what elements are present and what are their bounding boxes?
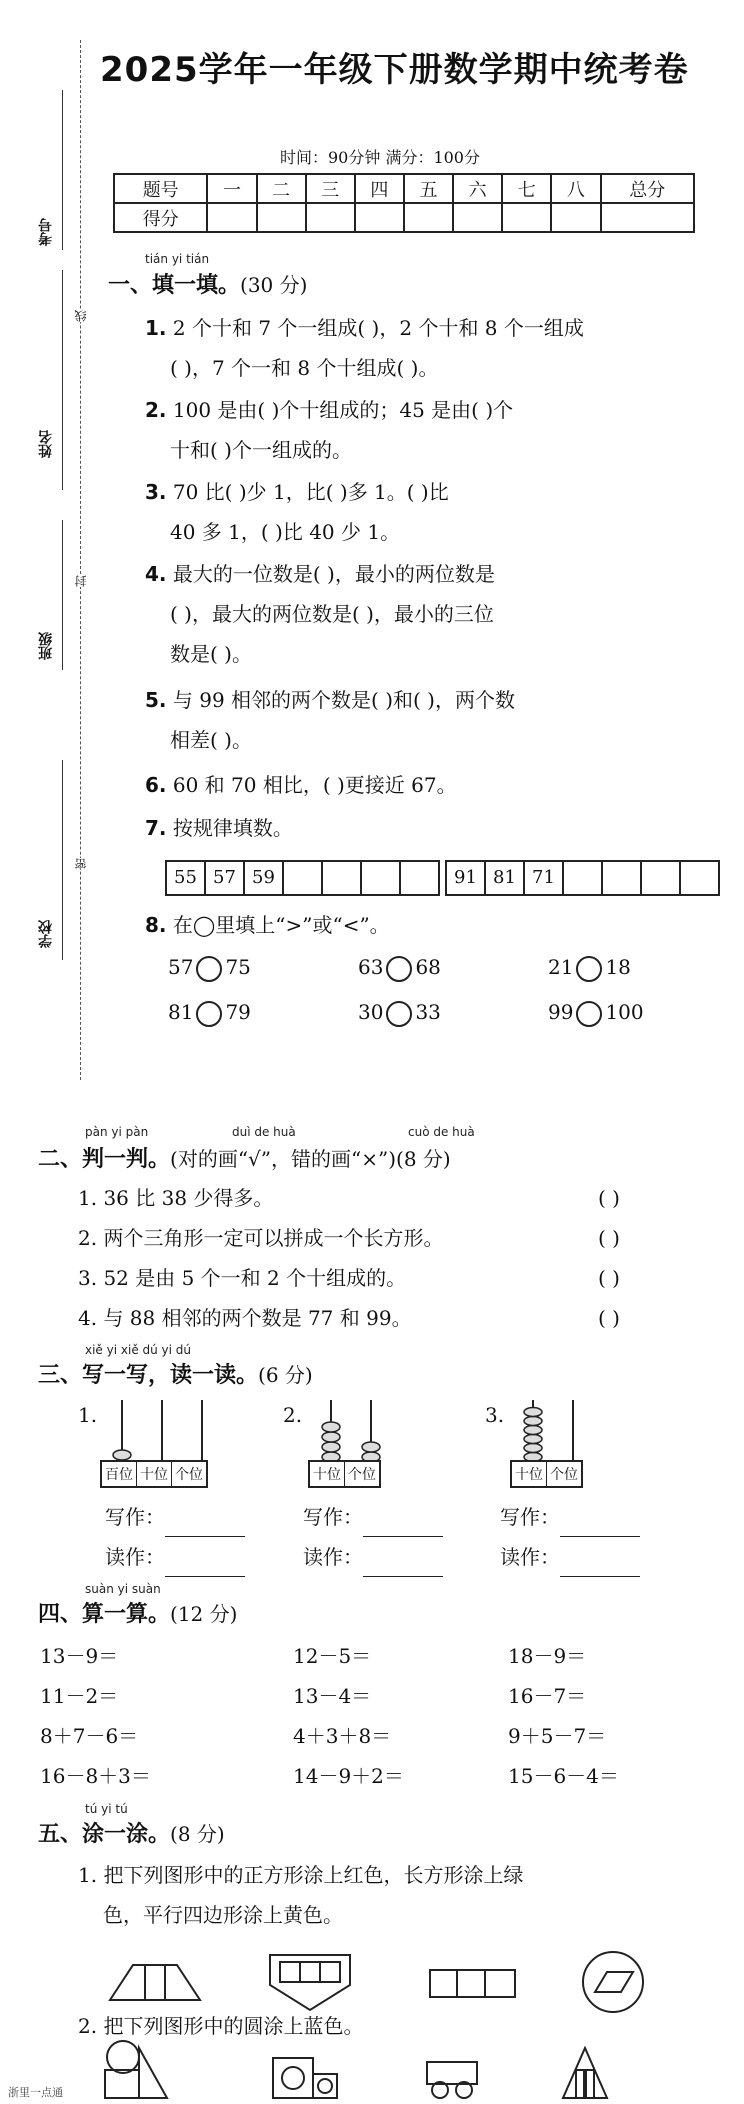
pinyin: tián yi tián — [145, 252, 210, 266]
read-line — [105, 1537, 245, 1577]
seal-mark: 封 — [74, 575, 88, 587]
cmp-left: 99 — [548, 1000, 574, 1024]
squares-circles-icon[interactable] — [273, 2058, 337, 2098]
pinyin: tú yi tú — [85, 1802, 128, 1816]
cmp-left: 30 — [358, 1000, 384, 1024]
circle-parallelogram-icon[interactable] — [583, 1952, 643, 2012]
score-field[interactable] — [207, 203, 256, 232]
exam-id-label: 考号 — [38, 218, 54, 246]
section-points: (12 分) — [170, 1602, 238, 1626]
cmp-right: 33 — [415, 1000, 441, 1024]
abacus-num: 1. — [78, 1403, 98, 1427]
binding-line — [62, 90, 63, 250]
score-field[interactable] — [502, 203, 551, 232]
binding-line — [62, 520, 63, 670]
write-label: 写作： — [303, 1505, 363, 1529]
binding-line — [62, 270, 63, 490]
question-2 — [145, 390, 513, 430]
triangle-bars-icon[interactable] — [563, 2048, 607, 2098]
sequence-box-1 — [165, 860, 440, 896]
cmp-right: 79 — [225, 1000, 251, 1024]
seq-blank[interactable] — [323, 862, 362, 894]
q-num: 6. — [145, 773, 167, 797]
read-blank[interactable] — [165, 1558, 245, 1577]
q-num: 7. — [145, 816, 167, 840]
q-num: 5. — [145, 688, 167, 712]
score-cell: 五 — [404, 174, 453, 203]
circle-square-triangle-icon[interactable] — [105, 2041, 167, 2098]
seq-cell: 59 — [245, 862, 284, 894]
calc-item: 8＋7－6＝ — [40, 1724, 139, 1748]
place-label: 个位 — [175, 1467, 203, 1483]
place-label: 十位 — [512, 1462, 547, 1486]
score-cell: 四 — [355, 174, 404, 203]
place-label: 十位 — [310, 1462, 345, 1486]
seal-mark: 密 — [74, 858, 88, 870]
write-line — [105, 1497, 245, 1537]
section-3-heading — [38, 1358, 313, 1389]
seq-blank[interactable] — [284, 862, 323, 894]
seq-blank[interactable] — [564, 862, 603, 894]
score-cell: 总分 — [601, 174, 695, 203]
question-1-cont: ( )，7 个一和 8 个十组成( )。 — [170, 356, 439, 380]
calc-item: 13－9＝ — [40, 1644, 119, 1668]
cart-shape-icon[interactable] — [427, 2062, 477, 2098]
seq-blank[interactable] — [362, 862, 401, 894]
cmp-left: 57 — [168, 955, 194, 979]
compare-item — [548, 1000, 644, 1027]
school-label: 学校 — [38, 920, 54, 948]
q-num: 8. — [145, 913, 167, 937]
question-4-cont: 数是( )。 — [170, 642, 252, 666]
write-line — [303, 1497, 443, 1537]
score-field[interactable] — [257, 203, 306, 232]
q-text: 最大的一位数是( )，最小的两位数是 — [172, 562, 495, 586]
calc-item: 15－6－4＝ — [508, 1764, 619, 1788]
pinyin: pàn yi pàn — [85, 1125, 149, 1139]
name-label: 姓名 — [38, 430, 54, 458]
q-text: 在◯里填上“>”或“<”。 — [172, 913, 390, 937]
score-cell: 一 — [207, 174, 256, 203]
compare-circle[interactable] — [196, 1001, 222, 1027]
compare-item — [168, 1000, 251, 1027]
page-title: 2025学年一年级下册数学期中统考卷 — [100, 50, 689, 90]
abacus-1-icon — [100, 1398, 225, 1463]
question-2-cont: 十和( )个一组成的。 — [170, 438, 352, 462]
read-label: 读作： — [105, 1545, 165, 1569]
color-question-1: 1. 把下列图形中的正方形涂上红色，长方形涂上绿 — [78, 1863, 524, 1887]
seq-blank[interactable] — [603, 862, 642, 894]
score-field[interactable] — [551, 203, 600, 232]
question-4-cont: ( )，最大的两位数是( )，最小的三位 — [170, 602, 494, 626]
footer-watermark: 浙里一点通 — [8, 2086, 63, 2099]
judge-item: 2. 两个三角形一定可以拼成一个长方形。 — [78, 1226, 444, 1250]
read-blank[interactable] — [363, 1558, 443, 1577]
compare-circle[interactable] — [576, 956, 602, 982]
write-label: 写作： — [500, 1505, 560, 1529]
section-instruction: (对的画“√”，错的画“×”)(8 分) — [170, 1147, 451, 1171]
score-field[interactable] — [355, 203, 404, 232]
abacus-1-labels — [100, 1460, 208, 1488]
calc-item: 14－9＋2＝ — [293, 1764, 404, 1788]
binding-line — [62, 760, 63, 960]
seq-cell: 71 — [525, 862, 564, 894]
score-table — [113, 173, 695, 233]
rectangles-shape-icon[interactable] — [430, 1970, 515, 1997]
compare-circle[interactable] — [196, 956, 222, 982]
calc-item: 18－9＝ — [508, 1644, 587, 1668]
compare-circle[interactable] — [576, 1001, 602, 1027]
seal-mark: 线 — [74, 310, 88, 322]
compare-circle[interactable] — [386, 1001, 412, 1027]
section-2-heading — [38, 1142, 451, 1173]
judge-paren[interactable]: ( ) — [598, 1266, 620, 1290]
compare-item — [548, 955, 631, 982]
score-input-row — [114, 203, 694, 232]
read-line — [303, 1537, 443, 1577]
score-header-row — [114, 174, 694, 203]
seq-blank[interactable] — [681, 862, 718, 894]
read-label: 读作： — [303, 1545, 363, 1569]
calc-item: 11－2＝ — [40, 1684, 119, 1708]
calc-item: 13－4＝ — [293, 1684, 372, 1708]
write-line — [500, 1497, 640, 1537]
cmp-left: 81 — [168, 1000, 194, 1024]
cmp-left: 63 — [358, 955, 384, 979]
q-text: 100 是由( )个十组成的；45 是由( )个 — [172, 398, 514, 422]
score-cell: 三 — [306, 174, 355, 203]
section-points: (30 分) — [240, 273, 308, 297]
seq-blank[interactable] — [401, 862, 438, 894]
judge-paren[interactable]: ( ) — [598, 1306, 620, 1330]
q-num: 4. — [145, 562, 167, 586]
judge-item: 1. 36 比 38 少得多。 — [78, 1186, 274, 1210]
q-num: 2. — [145, 398, 167, 422]
score-cell: 八 — [551, 174, 600, 203]
calc-item: 4＋3＋8＝ — [293, 1724, 392, 1748]
compare-circle[interactable] — [386, 956, 412, 982]
place-label: 个位 — [348, 1467, 376, 1483]
seq-cell: 55 — [167, 862, 206, 894]
judge-paren[interactable]: ( ) — [598, 1186, 620, 1210]
question-3-cont: 40 多 1，( )比 40 少 1。 — [170, 520, 401, 544]
section-title: 四、算一算。 — [38, 1601, 171, 1627]
calc-item: 9＋5－7＝ — [508, 1724, 607, 1748]
cmp-right: 18 — [605, 955, 631, 979]
pinyin: cuò de huà — [408, 1125, 475, 1139]
score-field[interactable] — [306, 203, 355, 232]
pinyin: xiě yi xiě dú yi dú — [85, 1343, 192, 1357]
q-text: 60 和 70 相比，( )更接近 67。 — [172, 773, 457, 797]
score-field[interactable] — [601, 203, 695, 232]
shapes-row-2 — [95, 2040, 695, 2100]
score-cell: 六 — [453, 174, 502, 203]
question-8 — [145, 905, 390, 945]
section-points: (8 分) — [170, 1822, 225, 1846]
color-question-1-cont: 色，平行四边形涂上黄色。 — [103, 1903, 343, 1927]
seq-cell: 91 — [447, 862, 486, 894]
score-field[interactable] — [453, 203, 502, 232]
q-text: 按规律填数。 — [172, 816, 293, 840]
abacus-2-labels — [308, 1460, 381, 1488]
abacus-num: 3. — [485, 1403, 505, 1427]
seq-cell: 81 — [486, 862, 525, 894]
judge-paren[interactable]: ( ) — [598, 1226, 620, 1250]
write-blank[interactable] — [165, 1518, 245, 1537]
calc-item: 12－5＝ — [293, 1644, 372, 1668]
compare-item — [358, 955, 441, 982]
seq-cell: 57 — [206, 862, 245, 894]
abacus-2-icon — [306, 1398, 391, 1463]
seq-blank[interactable] — [642, 862, 681, 894]
section-title: 五、涂一涂。 — [38, 1821, 171, 1847]
abacus-3-icon — [508, 1398, 593, 1463]
question-6 — [145, 765, 457, 805]
place-label: 百位 — [102, 1462, 137, 1486]
section-title: 一、填一填。 — [108, 272, 241, 298]
pinyin: suàn yi suàn — [85, 1582, 161, 1596]
question-5 — [145, 680, 515, 720]
time-info: 时间：90分钟 满分：100分 — [280, 148, 480, 167]
score-cell: 二 — [257, 174, 306, 203]
cmp-right: 68 — [415, 955, 441, 979]
cmp-left: 21 — [548, 955, 574, 979]
judge-item: 4. 与 88 相邻的两个数是 77 和 99。 — [78, 1306, 412, 1330]
section-title: 三、写一写，读一读。 — [38, 1362, 259, 1388]
place-label: 十位 — [137, 1462, 172, 1486]
section-1-heading — [108, 268, 307, 299]
place-label: 个位 — [550, 1467, 578, 1483]
q-text: 70 比( )少 1，比( )多 1。( )比 — [172, 480, 449, 504]
trapezoid-shape-icon[interactable] — [110, 1965, 200, 2000]
calc-item: 16－8＋3＝ — [40, 1764, 151, 1788]
compare-item — [358, 1000, 441, 1027]
q-text: 与 99 相邻的两个数是( )和( )，两个数 — [172, 688, 515, 712]
compare-item — [168, 955, 251, 982]
write-blank[interactable] — [363, 1518, 443, 1537]
read-label: 读作： — [500, 1545, 560, 1569]
score-label: 得分 — [114, 203, 207, 232]
write-label: 写作： — [105, 1505, 165, 1529]
sequence-box-2 — [445, 860, 720, 896]
cmp-right: 75 — [225, 955, 251, 979]
seal-dashed-line — [80, 40, 81, 1080]
class-label: 班级 — [38, 632, 54, 660]
color-question-2: 2. 把下列图形中的圆涂上蓝色。 — [78, 2014, 364, 2038]
score-field[interactable] — [404, 203, 453, 232]
abacus-3-labels — [510, 1460, 583, 1488]
abacus-num: 2. — [283, 1403, 303, 1427]
read-line — [500, 1537, 640, 1577]
write-blank[interactable] — [560, 1518, 640, 1537]
question-1 — [145, 308, 584, 348]
section-4-heading — [38, 1597, 237, 1628]
read-blank[interactable] — [560, 1558, 640, 1577]
question-4 — [145, 554, 495, 594]
section-5-heading — [38, 1817, 225, 1848]
calc-item: 16－7＝ — [508, 1684, 587, 1708]
judge-item: 3. 52 是由 5 个一和 2 个十组成的。 — [78, 1266, 407, 1290]
pentagon-shape-icon[interactable] — [270, 1955, 350, 2010]
q-num: 1. — [145, 316, 167, 340]
section-title: 二、判一判。 — [38, 1146, 171, 1172]
q-num: 3. — [145, 480, 167, 504]
score-cell: 七 — [502, 174, 551, 203]
pinyin: duì de huà — [232, 1125, 296, 1139]
score-cell: 题号 — [114, 174, 207, 203]
cmp-right: 100 — [605, 1000, 644, 1024]
question-3 — [145, 472, 449, 512]
question-5-cont: 相差( )。 — [170, 728, 252, 752]
question-7 — [145, 808, 293, 848]
section-points: (6 分) — [258, 1363, 313, 1387]
q-text: 2 个十和 7 个一组成( )，2 个十和 8 个一组成 — [172, 316, 584, 340]
